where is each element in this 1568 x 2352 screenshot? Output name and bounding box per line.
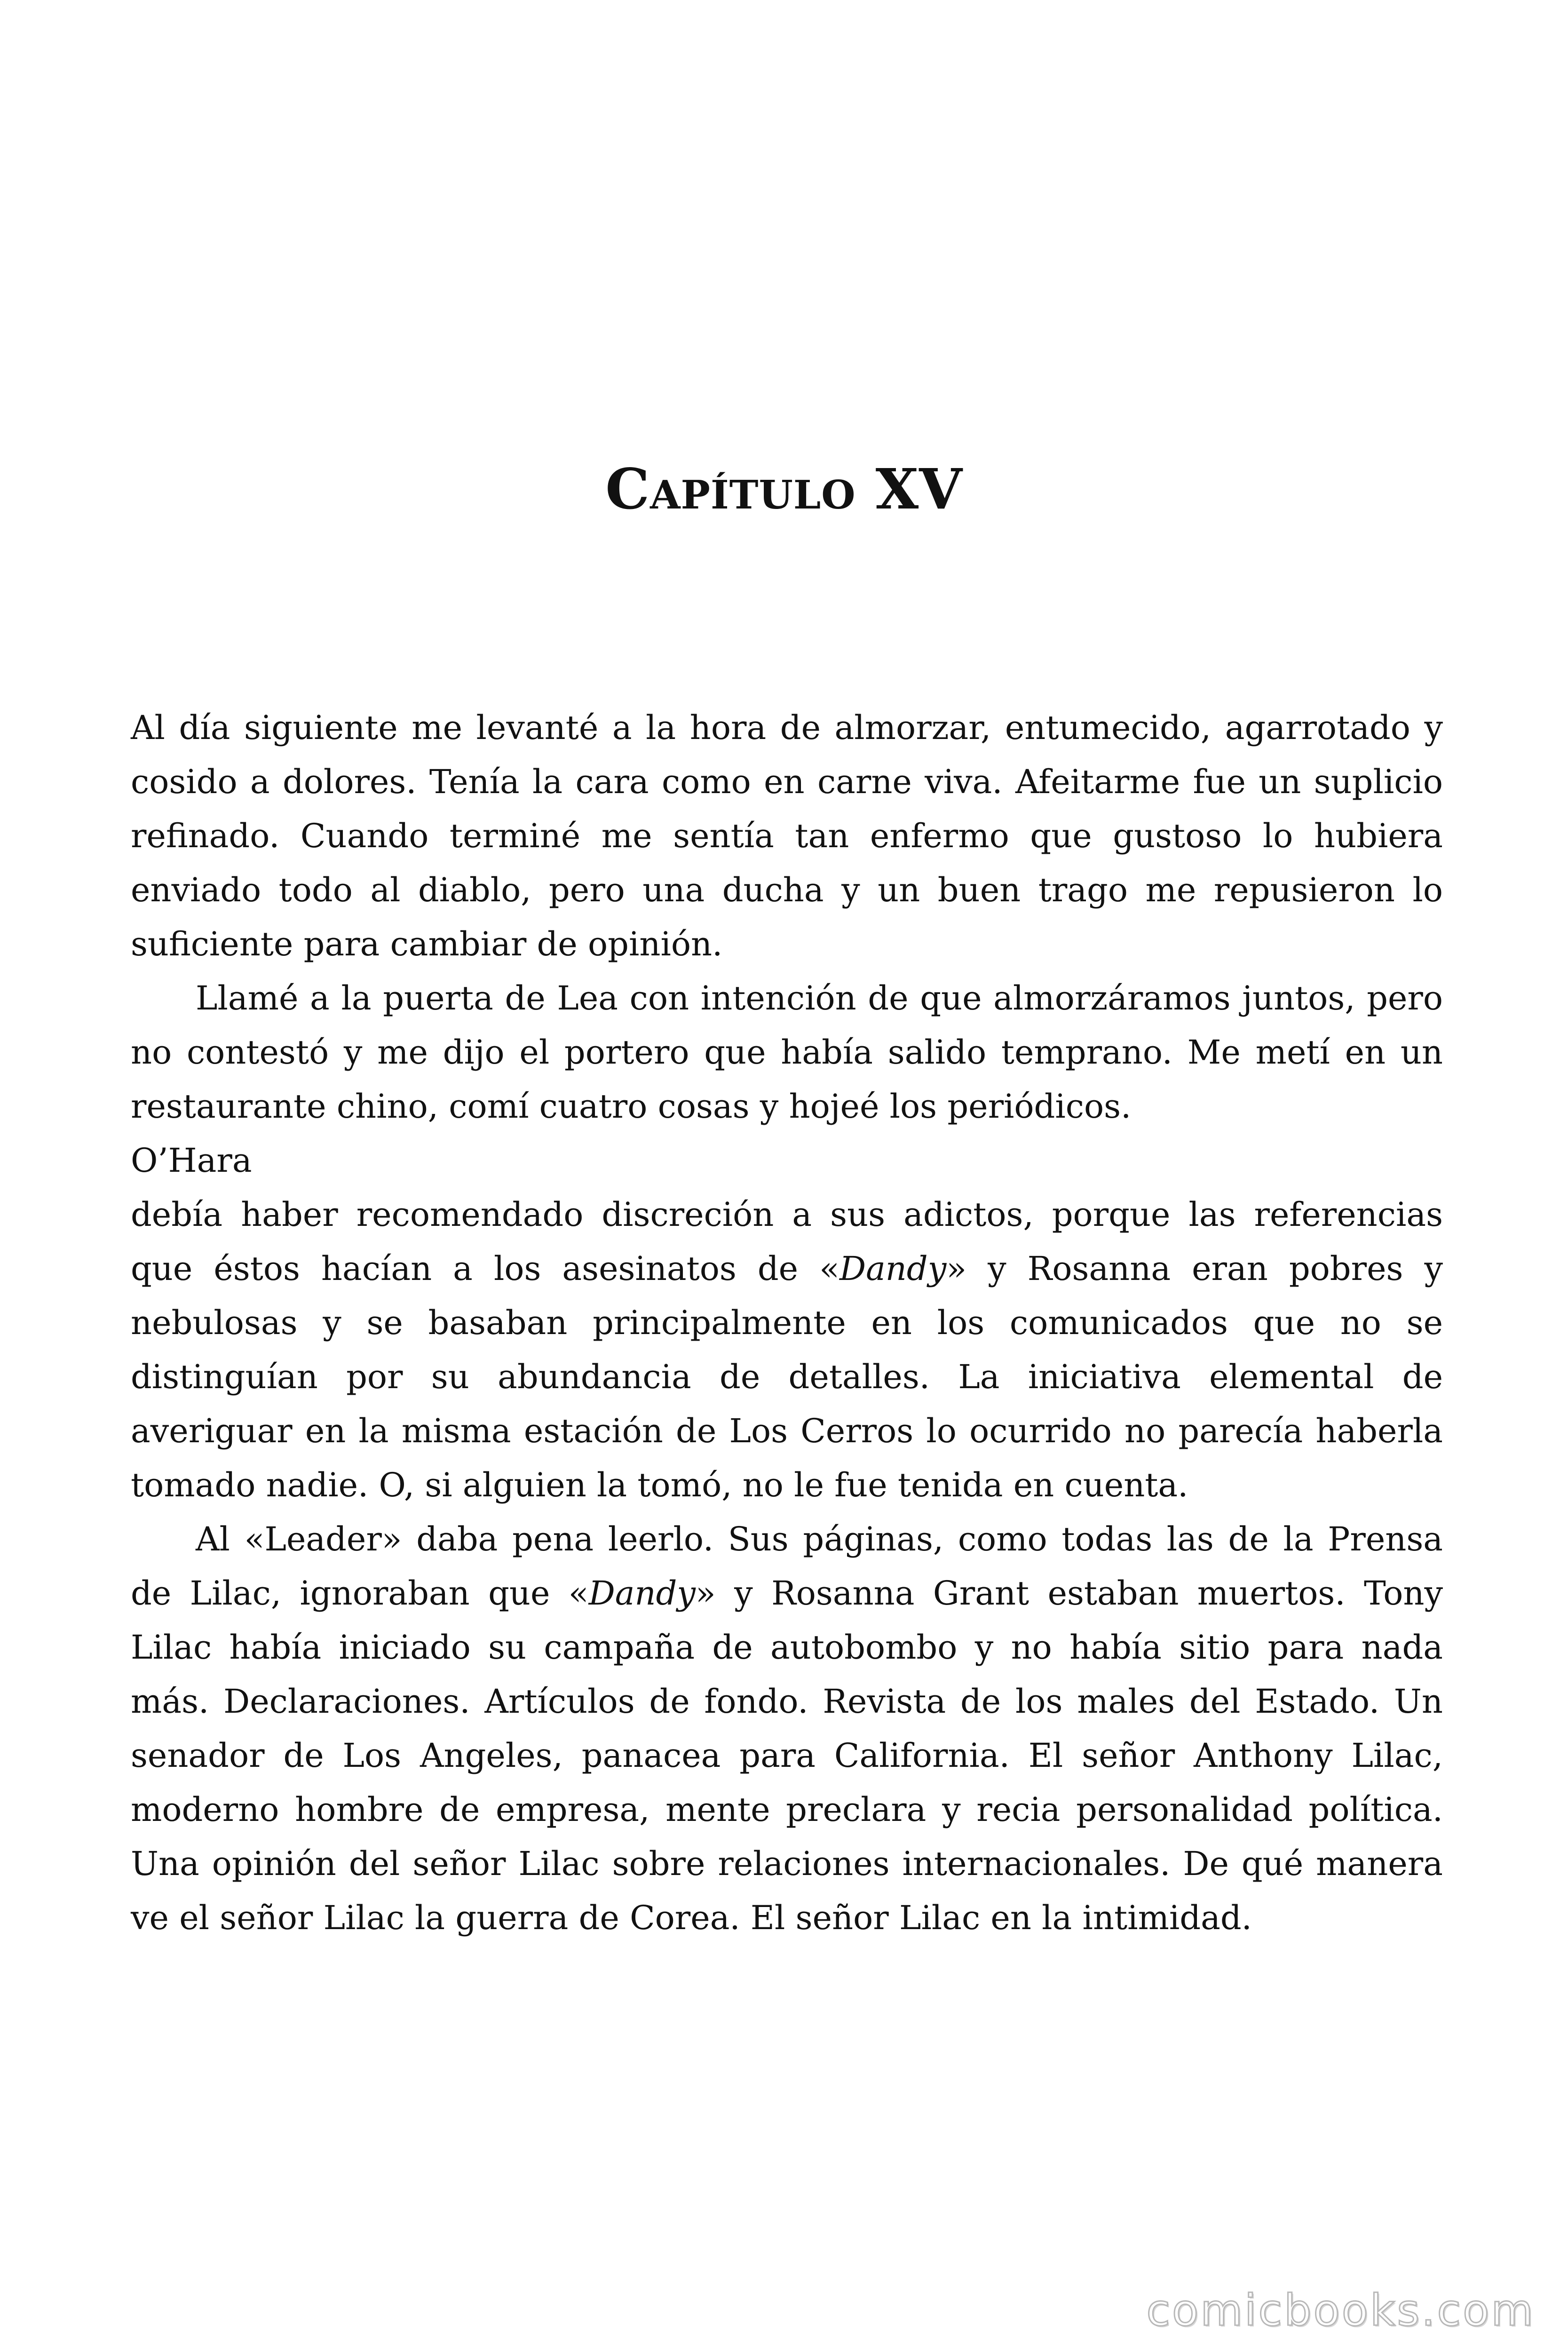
- text-run: debía haber recomendado discreción a sus adictos, porque las referencias que éstos hacían a los asesinatos de «: [131, 1195, 1443, 1288]
- text-run: » y Rosanna Grant estaban muertos. Tony Lilac había iniciado su campaña de autobombo y no había sitio para nada más. Declaraciones. Artículos de fondo. Revista de los males del Estado. Un senador de Los Angeles, panacea para California. El señor Anthony Lilac, moderno hombre de empresa, mente preclara y recia personalidad política. Una opinión del señor Lilac sobre relaciones internacionales. De qué manera ve el señor Lilac la guerra de Corea. El señor Lilac en la intimidad.: [131, 1574, 1443, 1937]
- chapter-body: [131, 701, 1443, 1945]
- chapter-title: Capítulo XV: [605, 456, 963, 522]
- paragraph: O’Hara: [131, 1141, 252, 1180]
- paragraph: [131, 1188, 1443, 1512]
- italic-text: Dandy: [588, 1574, 696, 1613]
- text-run: Al «Leader» daba pena leerlo. Sus páginas, como todas las de la Prensa de Lilac, ignoraban que «: [131, 1520, 1443, 1613]
- paragraph: Al día siguiente me levanté a la hora de almorzar, entumecido, agarrotado y cosido a dolores. Tenía la cara como en carne viva. Afeitarme fue un suplicio refinado. Cuando terminé me sentía tan enfermo que gustoso lo hubiera enviado todo al diablo, pero una ducha y un buen trago me repusieron lo suficiente para cambiar de opinión.: [131, 708, 1443, 963]
- paragraph: [131, 1512, 1443, 1945]
- watermark: comicbooks.com: [1146, 2285, 1535, 2336]
- text-run: » y Rosanna eran pobres y nebulosas y se basaban principalmente en los comunicados que no se distinguían por su abundancia de detalles. La iniciativa elemental de averiguar en la misma estación de Los Cerros lo ocurrido no parecía haberla tomado nadie. O, si alguien la tomó, no le fue tenida en cuenta.: [131, 1249, 1443, 1504]
- paragraph: Llamé a la puerta de Lea con intención de que almorzáramos juntos, pero no contestó y me dijo el portero que había salido temprano. Me metí en un restaurante chino, comí cuatro cosas y hojeé los periódicos.: [131, 979, 1443, 1126]
- italic-text: Dandy: [839, 1249, 947, 1288]
